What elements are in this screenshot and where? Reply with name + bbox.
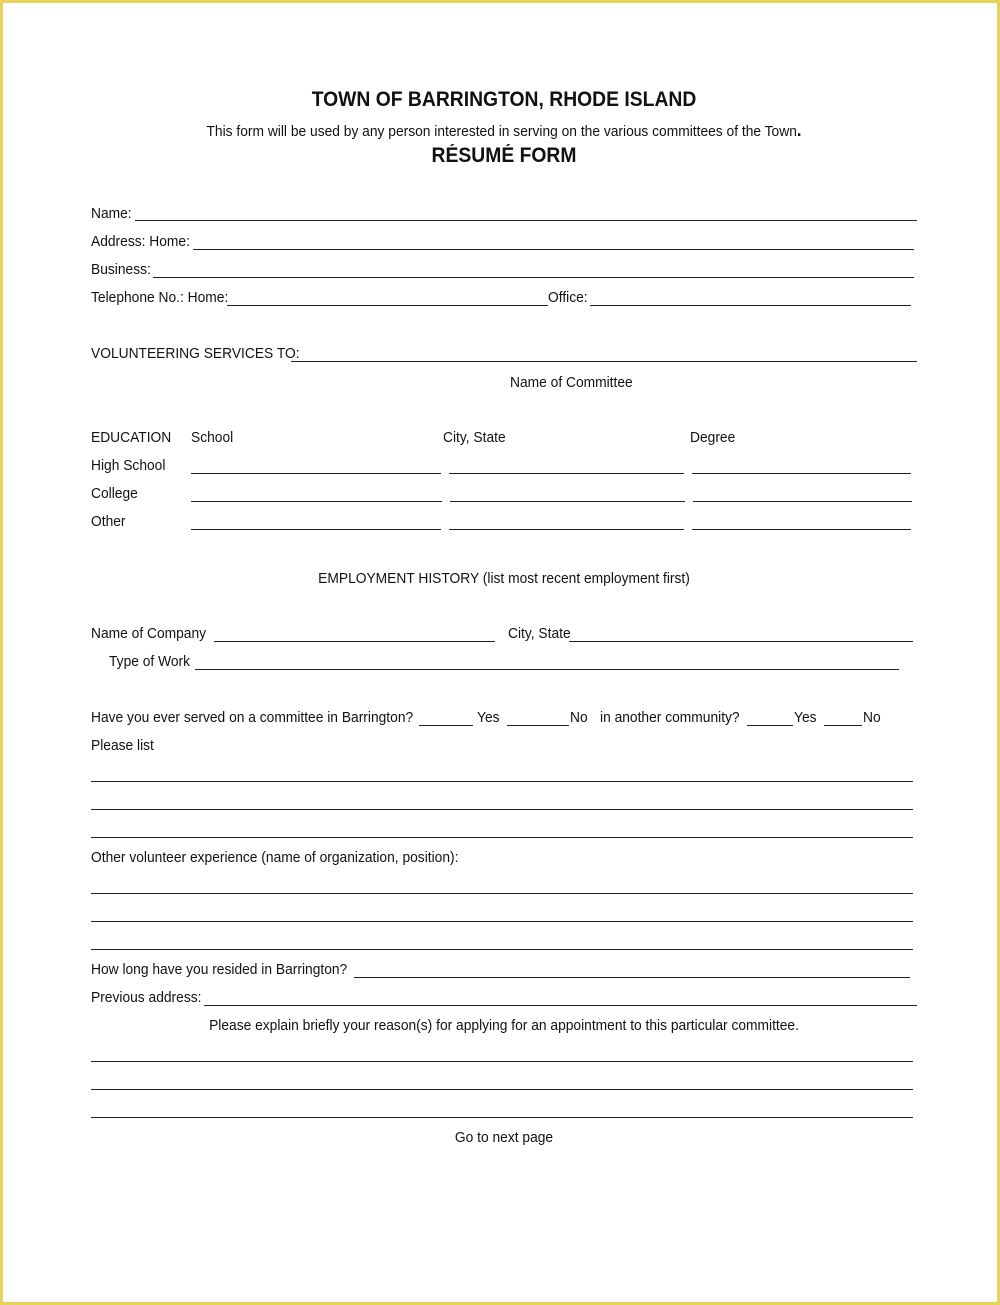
please-list-line[interactable]: [91, 837, 913, 838]
company-label: Name of Company: [91, 625, 207, 642]
company-field[interactable]: [214, 641, 495, 642]
volunteering-field[interactable]: [291, 361, 917, 362]
another-yes-field[interactable]: [747, 725, 793, 726]
served-question: Have you ever served on a committee in Barrington?: [91, 709, 414, 726]
address-home-label: Address: Home:: [91, 233, 190, 250]
address-home-field[interactable]: [193, 249, 914, 250]
company-city-state-field[interactable]: [569, 641, 913, 642]
form-title-town: TOWN OF BARRINGTON, RHODE ISLAND: [311, 88, 697, 111]
previous-address-field[interactable]: [204, 1005, 917, 1006]
reason-line[interactable]: [91, 1117, 913, 1118]
telephone-home-field[interactable]: [227, 305, 548, 306]
education-col-city-state: City, State: [443, 429, 506, 446]
other-degree-field[interactable]: [692, 529, 911, 530]
other-volunteer-line[interactable]: [91, 949, 913, 950]
other-city-field[interactable]: [449, 529, 684, 530]
telephone-home-label: Telephone No.: Home:: [91, 289, 229, 306]
served-yes-label: Yes: [477, 709, 500, 726]
resided-field[interactable]: [354, 977, 910, 978]
go-to-next-page: Go to next page: [454, 1129, 554, 1146]
high-school-degree-field[interactable]: [692, 473, 911, 474]
type-of-work-label: Type of Work: [109, 653, 191, 670]
reason-line[interactable]: [91, 1089, 913, 1090]
reason-line[interactable]: [91, 1061, 913, 1062]
another-no-field[interactable]: [824, 725, 862, 726]
education-col-school: School: [191, 429, 234, 446]
please-list-line[interactable]: [91, 781, 913, 782]
company-city-state-label: City, State: [508, 625, 571, 642]
other-volunteer-label: Other volunteer experience (name of organization, position):: [91, 849, 459, 866]
education-col-degree: Degree: [690, 429, 736, 446]
education-row-high-school: High School: [91, 457, 166, 474]
college-city-field[interactable]: [450, 501, 685, 502]
type-of-work-field[interactable]: [195, 669, 899, 670]
office-field[interactable]: [590, 305, 911, 306]
name-label: Name:: [91, 205, 132, 222]
reason-prompt: Please explain briefly your reason(s) for applying for an appointment to this particular committee.: [209, 1017, 799, 1034]
college-school-field[interactable]: [191, 501, 442, 502]
form-subtitle: [40, 121, 967, 141]
high-school-school-field[interactable]: [191, 473, 441, 474]
employment-heading: EMPLOYMENT HISTORY (list most recent employment first): [318, 570, 690, 587]
previous-address-label: Previous address:: [91, 989, 202, 1006]
committee-caption: Name of Committee: [510, 374, 633, 391]
other-school-field[interactable]: [191, 529, 441, 530]
form-title-resume: RÉSUMÉ FORM: [431, 144, 577, 167]
high-school-city-field[interactable]: [449, 473, 684, 474]
resided-label: How long have you resided in Barrington?: [91, 961, 348, 978]
form-subtitle-period: .: [796, 120, 802, 140]
education-row-college: College: [91, 485, 138, 502]
business-label: Business:: [91, 261, 151, 278]
volunteering-label: VOLUNTEERING SERVICES TO:: [91, 345, 300, 362]
another-yes-label: Yes: [794, 709, 817, 726]
served-no-field[interactable]: [507, 725, 569, 726]
another-no-label: No: [863, 709, 881, 726]
form-subtitle-text: This form will be used by any person interested in serving on the various committees of the Town: [206, 123, 797, 140]
college-degree-field[interactable]: [693, 501, 912, 502]
another-community-question: in another community?: [600, 709, 740, 726]
please-list-line[interactable]: [91, 809, 913, 810]
education-row-other: Other: [91, 513, 126, 530]
education-heading: EDUCATION: [91, 429, 172, 446]
served-yes-field[interactable]: [419, 725, 473, 726]
served-no-label: No: [570, 709, 588, 726]
name-field[interactable]: [135, 220, 917, 221]
other-volunteer-line[interactable]: [91, 921, 913, 922]
office-label: Office:: [548, 289, 588, 306]
business-field[interactable]: [153, 277, 914, 278]
other-volunteer-line[interactable]: [91, 893, 913, 894]
please-list-label: Please list: [91, 737, 154, 754]
